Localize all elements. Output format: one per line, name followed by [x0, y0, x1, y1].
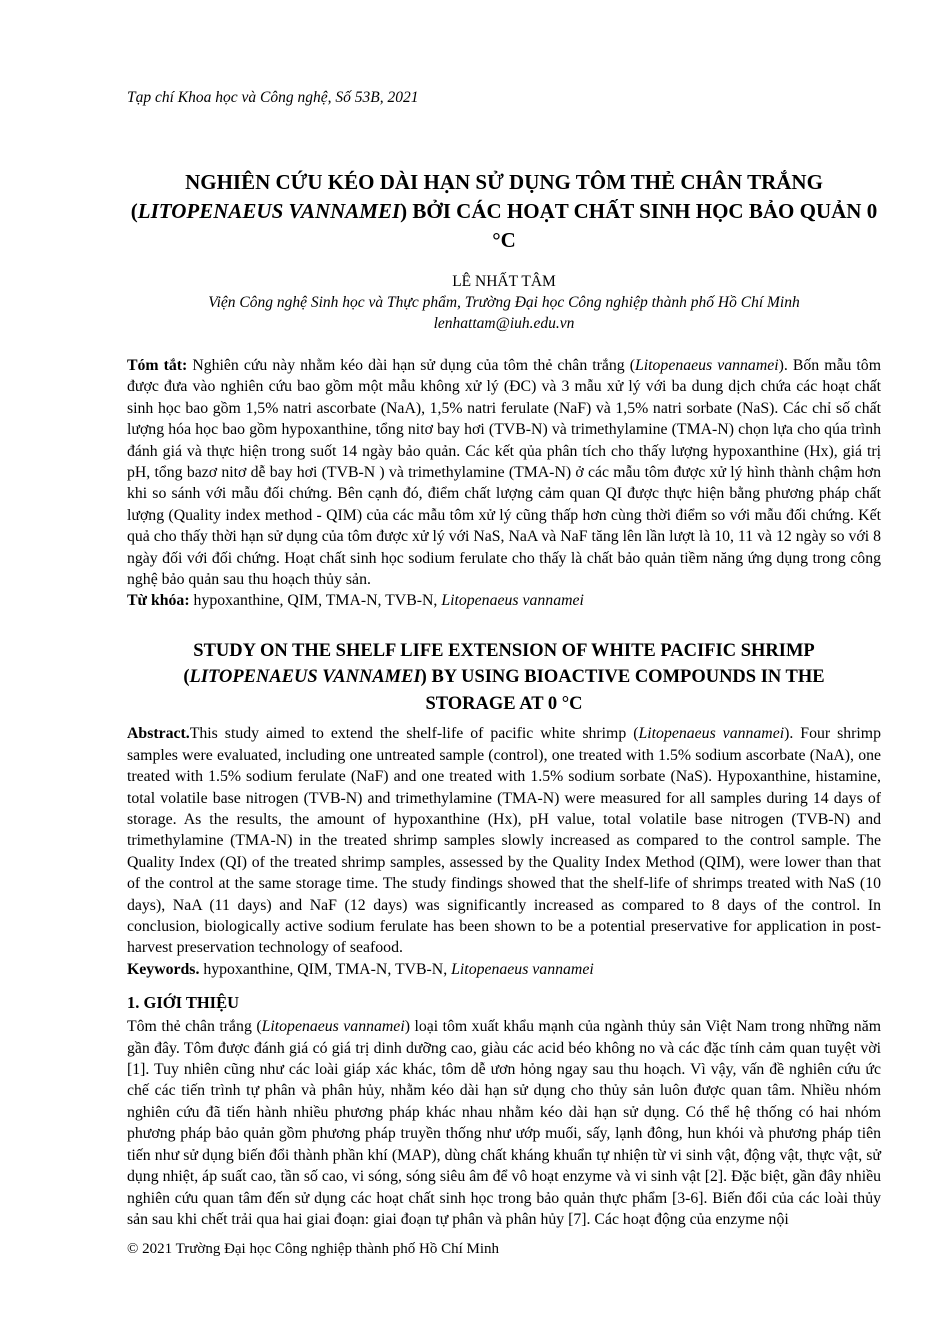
- abstract-vi-text-1: Nghiên cứu này nhằm kéo dài hạn sử dụng của tôm thẻ chân trắng (: [187, 357, 635, 374]
- title-vi-line1: NGHIÊN CỨU KÉO DÀI HẠN SỬ DỤNG TÔM THẺ CHÂN TRẮNG: [185, 170, 823, 194]
- abstract-en-text-1: This study aimed to extend the shelf-life of pacific white shrimp (: [189, 725, 639, 743]
- abstract-en-text-2: ). Four shrimp samples were evaluated, including one untreated sample (control), one treated with 1.5% sodium ascorbate (NaA), one treated with 1.5% sodium ferulate (NaF) and one treated with 1.5% sodium sorbate (NaS). Hypoxanthine, histamine, total volatile base nitrogen (TVB-N) and trimethylamine (TMA-N) were measured for all samples during 14 days of storage. As the results, the amount of hypoxanthine (Hx), pH value, total volatile base nitrogen (TVB-N) and trimethylamine (TMA-N) in the treated shrimp samples slowly increased as compared to the control sample. The Quality Index (QI) of the treated shrimp samples, assessed by the Quality Index Method (QIM), were lower than that of the control at the same storage time. The study findings showed that the shelf-life of shrimps treated with NaS (10 days), NaA (11 days) and NaF (12 days) was significantly increased as compared to 8 days of the control. In conclusion, biologically active sodium ferulate has been shown to be a potential preservative for application in post-harvest preservation technology of seafood.: [127, 725, 881, 957]
- keywords-vi-items: hypoxanthine, QIM, TMA-N, TVB-N,: [189, 592, 442, 610]
- abstract-vi-text-2: ). Bốn mẫu tôm được đưa vào nghiên cứu bao gồm một mẫu không xử lý (ĐC) và 3 mẫu xử lý với ba dung dịch chứa các hoạt chất sinh học bao gồm 1,5% natri ascorbate (NaA), 1,5% natri ferulate (NaF) và 1,5% natri sorbate (NaS). Các chỉ số chất lượng hóa học bao gồm hypoxanthine, tổng nitơ bay hơi (TVB-N) và trimethylamine (TMA-N) chọn lựa cho qúa trình đánh giá và thực hiện trong suốt 14 ngày bảo quản. Các kết qủa phân tích cho thấy lượng hypoxanthine (Hx), giá trị pH, tổng bazơ nitơ dễ bay hơi (TVB-N ) và trimethylamine (TMA-N) ở các mẫu tôm được xử lý hình thành chậm hơn khi so sánh với mẫu đối chứng. Bên cạnh đó, điểm chất lượng cảm quan QI được thực hiện bằng phương pháp chất lượng (Quality index method - QIM) của các mẫu tôm xử lý cũng thấp hơn cùng thời điểm so với mẫu đối chứng. Kết quả cho thấy thời hạn sử dụng của tôm được xử lý với NaS, NaA và NaF tăng lên lần lượt là 10, 11 và 12 ngày so với 8 ngày đối với đối chứng. Hoạt chất sinh học sodium ferulate cho thấy là chất bảo quản tiềm năng ứng dụng trong công nghệ bảo quản sau thu hoạch thủy sản.: [127, 357, 881, 589]
- keywords-en-species: Litopenaeus vannamei: [451, 960, 594, 978]
- title-vietnamese: [127, 168, 881, 255]
- journal-header: [127, 88, 881, 108]
- title-vi-line2-open: (: [130, 199, 138, 223]
- abstract-vi-label: Tóm tắt:: [127, 357, 188, 374]
- intro-text-1: Tôm thẻ chân trắng (: [127, 1018, 262, 1036]
- abstract-en-species: Litopenaeus vannamei: [638, 725, 785, 743]
- page-footer: [127, 1239, 499, 1259]
- page-content: [127, 0, 881, 1230]
- keywords-vietnamese: [127, 590, 881, 611]
- title-vi-line2-rest: ) BỞI CÁC HOẠT CHẤT SINH HỌC BẢO QUẢN 0 °C: [400, 199, 878, 252]
- title-en-line2-open: (: [183, 667, 190, 688]
- author-email: lenhattam@iuh.edu.vn: [433, 315, 575, 332]
- keywords-vi-species: Litopenaeus vannamei: [441, 592, 584, 610]
- abstract-vi-species: Litopenaeus vannamei: [634, 357, 779, 374]
- title-english: [127, 638, 881, 718]
- keywords-english: [127, 959, 881, 980]
- keywords-vi-label: Từ khóa:: [127, 592, 190, 610]
- copyright-text: © 2021 Trường Đại học Công nghiệp thành phố Hồ Chí Minh: [127, 1241, 500, 1257]
- title-en-species: LITOPENAEUS VANNAMEI: [189, 667, 421, 688]
- intro-species: Litopenaeus vannamei: [261, 1018, 405, 1036]
- keywords-en-label: Keywords.: [127, 960, 200, 978]
- intro-text-2: ) loại tôm xuất khẩu mạnh của ngành thủy sản Việt Nam trong những năm gần đây. Tôm được đánh giá có giá trị dinh dưỡng cao, giàu các acid béo không no và các đặc tính cảm quan tuyệt vời [1]. Tuy nhiên cũng như các loài giáp xác khác, tôm dễ ươn hỏng ngay sau thu hoạch. Vì vậy, vấn đề nghiên cứu ức chế các tiến trình tự phân và phân hủy, nhằm kéo dài hạn sử dụng cho thủy sản luôn được quan tâm. Nhiều nhóm nghiên cứu đã tiến hành nhiều phương pháp khác nhau nhằm kéo dài hạn sử dụng. Có thể hệ thống có hai nhóm phương pháp bảo quản gồm phương pháp truyền thống như ướp muối, sấy, lạnh đông, hun khói và phương pháp tiên tiến như sử dụng biến đổi thành phần khí (MAP), dùng chất kháng khuẩn tự nhiện từ vi sinh vật, động vật, thực vật, sử dụng nhiệt, áp suất cao, tần số cao, vi sóng, sóng siêu âm để vô hoạt enzyme và vi sinh vật [2]. Đặc biệt, gần đây nhiều nghiên cứu quan tâm đến sử dụng các hoạt chất sinh học trong bảo quản thực phẩm [3-6]. Biến đổi của các loài thủy sản sau khi chết trải qua hai giai đoạn: giai đoạn tự phân và phân hủy [7]. Các hoạt động của enzyme nội: [127, 1018, 881, 1228]
- section-1-paragraph: [127, 1016, 881, 1230]
- title-en-line2-rest: ) BY USING BIOACTIVE COMPOUNDS IN THE: [420, 667, 825, 688]
- author-affiliation: Viện Công nghệ Sinh học và Thực phẩm, Trường Đại học Công nghiệp thành phố Hồ Chí Minh: [208, 294, 800, 311]
- section-1-heading: 1. GIỚI THIỆU: [127, 993, 240, 1013]
- abstract-en-label: Abstract.: [127, 725, 190, 743]
- keywords-en-items: hypoxanthine, QIM, TMA-N, TVB-N,: [199, 960, 452, 978]
- journal-header-text: Tạp chí Khoa học và Công nghệ, Số 53B, 2021: [127, 89, 419, 106]
- abstract-vietnamese: [127, 355, 881, 590]
- author-name: LÊ NHẤT TÂM: [452, 273, 556, 290]
- title-en-line1: STUDY ON THE SHELF LIFE EXTENSION OF WHITE PACIFIC SHRIMP: [193, 640, 815, 661]
- abstract-english: [127, 723, 881, 958]
- title-vi-species: LITOPENAEUS VANNAMEI: [137, 199, 401, 223]
- title-en-line3: STORAGE AT 0 °C: [425, 693, 583, 714]
